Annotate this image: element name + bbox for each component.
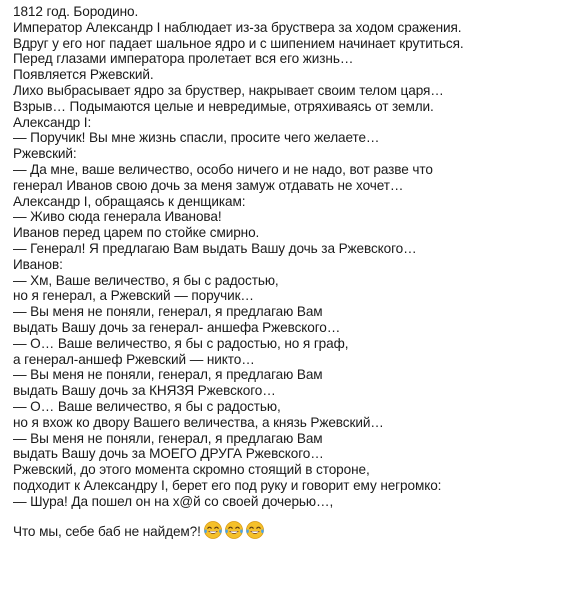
text-line: выдать Вашу дочь за генерал- аншефа Ржевского…	[13, 319, 341, 335]
text-line: — Вы меня не поняли, генерал, я предлагаю Вам	[13, 430, 323, 446]
text-line: Ржевский, до этого момента скромно стоящий в стороне,	[13, 462, 370, 478]
emoji-group	[203, 520, 265, 540]
text-line: Иванов перед царем по стойке смирно.	[13, 225, 260, 241]
text-line: Взрыв… Подымаются целые и невредимые, отряхиваясь от земли.	[13, 98, 434, 114]
text-line: — Поручик! Вы мне жизнь спасли, просите чего желаете…	[13, 130, 380, 146]
text-line: — Шура! Да пошел он на х@й со своей дочерью…,	[13, 493, 334, 509]
text-line: подходит к Александру I, берет его под руку и говорит ему негромко:	[13, 477, 442, 493]
text-line: Иванов:	[13, 256, 63, 272]
closing-line	[13, 520, 565, 540]
text-line: — Хм, Ваше величество, я бы с радостью,	[13, 272, 279, 288]
text-line: выдать Вашу дочь за МОЕГО ДРУГА Ржевского…	[13, 446, 324, 462]
text-line: Император Александр I наблюдает из-за бруствера за ходом сражения.	[13, 19, 462, 35]
text-line: — Вы меня не поняли, генерал, я предлагаю Вам	[13, 367, 323, 383]
text-line: Перед глазами императора пролетает вся его жизнь…	[13, 51, 354, 67]
closing-text: Что мы, себе баб не найдем?!	[13, 523, 201, 539]
text-line: — Живо сюда генерала Иванова!	[13, 209, 222, 225]
text-line: — Вы меня не поняли, генерал, я предлагаю Вам	[13, 304, 323, 320]
text-line: Лихо выбрасывает ядро за бруствер, накрывает своим телом царя…	[13, 82, 444, 98]
text-line: Александр I, обращаясь к денщикам:	[13, 193, 246, 209]
face-with-tears-of-joy-icon	[203, 520, 223, 540]
text-line: — О… Ваше величество, я бы с радостью, но я граф,	[13, 335, 349, 351]
spacer	[13, 510, 565, 520]
face-with-tears-of-joy-icon	[245, 520, 265, 540]
text-line: но я генерал, а Ржевский — поручик…	[13, 288, 254, 304]
text-line: 1812 год. Бородино.	[13, 4, 139, 19]
text-line: Вдруг у его ног падает шальное ядро и с шипением начинает крутиться.	[13, 35, 464, 51]
text-line: Ржевский:	[13, 146, 77, 162]
joke-body	[13, 4, 565, 510]
text-line: но я вхож ко двору Вашего величества, а князь Ржевский…	[13, 414, 384, 430]
joke-text	[13, 4, 565, 540]
text-line: — О… Ваше величество, я бы с радостью,	[13, 398, 281, 414]
text-line: Появляется Ржевский.	[13, 67, 154, 83]
text-line: а генерал-аншеф Ржевский — никто…	[13, 351, 255, 367]
text-line: Александр I:	[13, 114, 92, 130]
text-line: — Генерал! Я предлагаю Вам выдать Вашу дочь за Ржевского…	[13, 240, 417, 256]
text-line: генерал Иванов свою дочь за меня замуж отдавать не хочет…	[13, 177, 404, 193]
text-line: выдать Вашу дочь за КНЯЗЯ Ржевского…	[13, 383, 276, 399]
face-with-tears-of-joy-icon	[224, 520, 244, 540]
text-line: — Да мне, ваше величество, особо ничего и не надо, вот разве что	[13, 161, 433, 177]
